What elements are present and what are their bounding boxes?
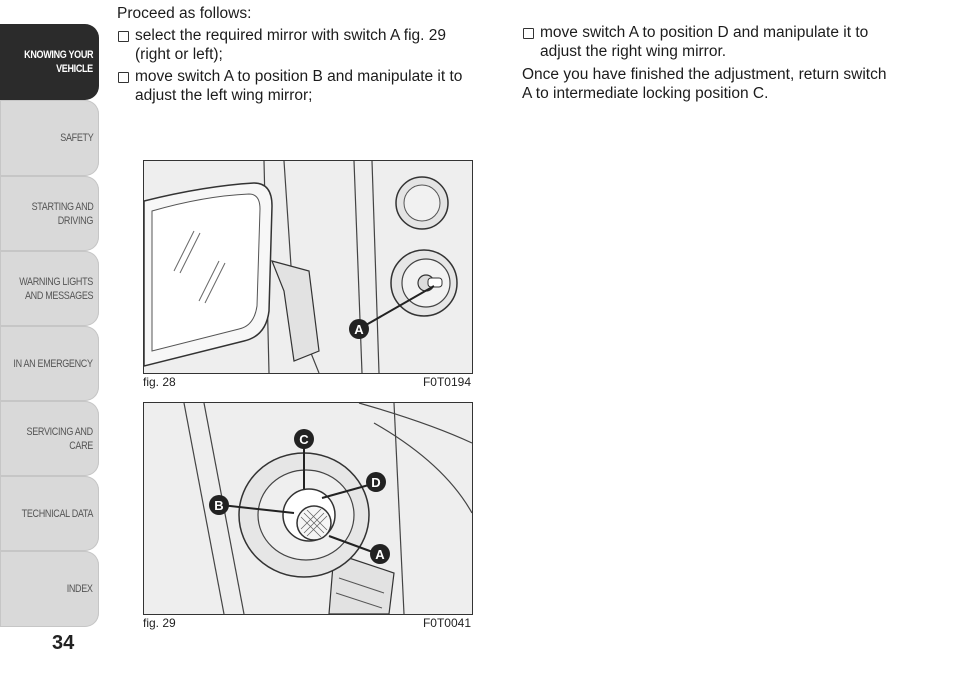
tab-label: SERVICING AND xyxy=(26,425,93,438)
callout-label: C xyxy=(299,432,309,447)
tab-index[interactable] xyxy=(0,551,99,627)
tab-label: WARNING LIGHTS xyxy=(19,275,93,288)
bullet-text: adjust the right wing mirror. xyxy=(540,43,727,60)
tab-label: KNOWING YOUR xyxy=(23,49,93,61)
right-column xyxy=(522,23,922,103)
tab-safety[interactable] xyxy=(0,100,99,176)
callout-label: A xyxy=(375,547,385,562)
tab-label: SAFETY xyxy=(59,132,93,144)
page-number: 34 xyxy=(52,632,75,654)
callout-label: A xyxy=(354,322,364,337)
bullet-item xyxy=(117,67,497,105)
tab-starting-and-driving[interactable] xyxy=(0,176,99,251)
tab-label: INDEX xyxy=(67,583,93,595)
paragraph-line: Once you have finished the adjustment, return switch xyxy=(522,66,887,83)
callout-label: D xyxy=(371,475,381,490)
tab-label: IN AN EMERGENCY xyxy=(13,357,93,370)
left-column xyxy=(117,4,497,105)
tab-technical-data[interactable] xyxy=(0,476,99,551)
bullet-text: move switch A to position B and manipulate it to xyxy=(135,68,463,85)
tab-label: TECHNICAL DATA xyxy=(21,507,93,520)
tab-in-an-emergency[interactable] xyxy=(0,326,99,401)
bullet-text: move switch A to position D and manipulate it to xyxy=(540,24,869,41)
tab-label: CARE xyxy=(69,439,93,452)
paragraph xyxy=(522,65,922,103)
figure-code: F0T0194 xyxy=(422,375,471,389)
bullet-item xyxy=(117,26,497,64)
paragraph-line: A to intermediate locking position C. xyxy=(522,85,769,102)
tab-knowing-your-vehicle[interactable] xyxy=(0,24,99,100)
bullet-text: adjust the left wing mirror; xyxy=(135,87,313,104)
callout-label: B xyxy=(214,498,224,513)
figure-29-caption xyxy=(143,616,471,630)
tab-warning-lights[interactable] xyxy=(0,251,99,326)
figure-29-image xyxy=(143,402,473,615)
figure-label: fig. 29 xyxy=(143,616,176,630)
intro-text: Proceed as follows: xyxy=(117,5,252,22)
tab-servicing-and-care[interactable] xyxy=(0,401,99,476)
tab-label: STARTING AND xyxy=(31,200,93,213)
figure-28-caption xyxy=(143,375,471,389)
figure-label: fig. 28 xyxy=(143,375,176,389)
tab-label: AND MESSAGES xyxy=(24,289,93,302)
bullet-text: (right or left); xyxy=(135,46,223,63)
bullet-text: select the required mirror with switch A fig. 29 xyxy=(135,27,446,44)
figure-code: F0T0041 xyxy=(422,616,471,630)
figure-28-image xyxy=(143,160,473,374)
tab-label: DRIVING xyxy=(57,214,93,227)
tab-label: VEHICLE xyxy=(56,63,93,75)
bullet-item xyxy=(522,23,922,61)
